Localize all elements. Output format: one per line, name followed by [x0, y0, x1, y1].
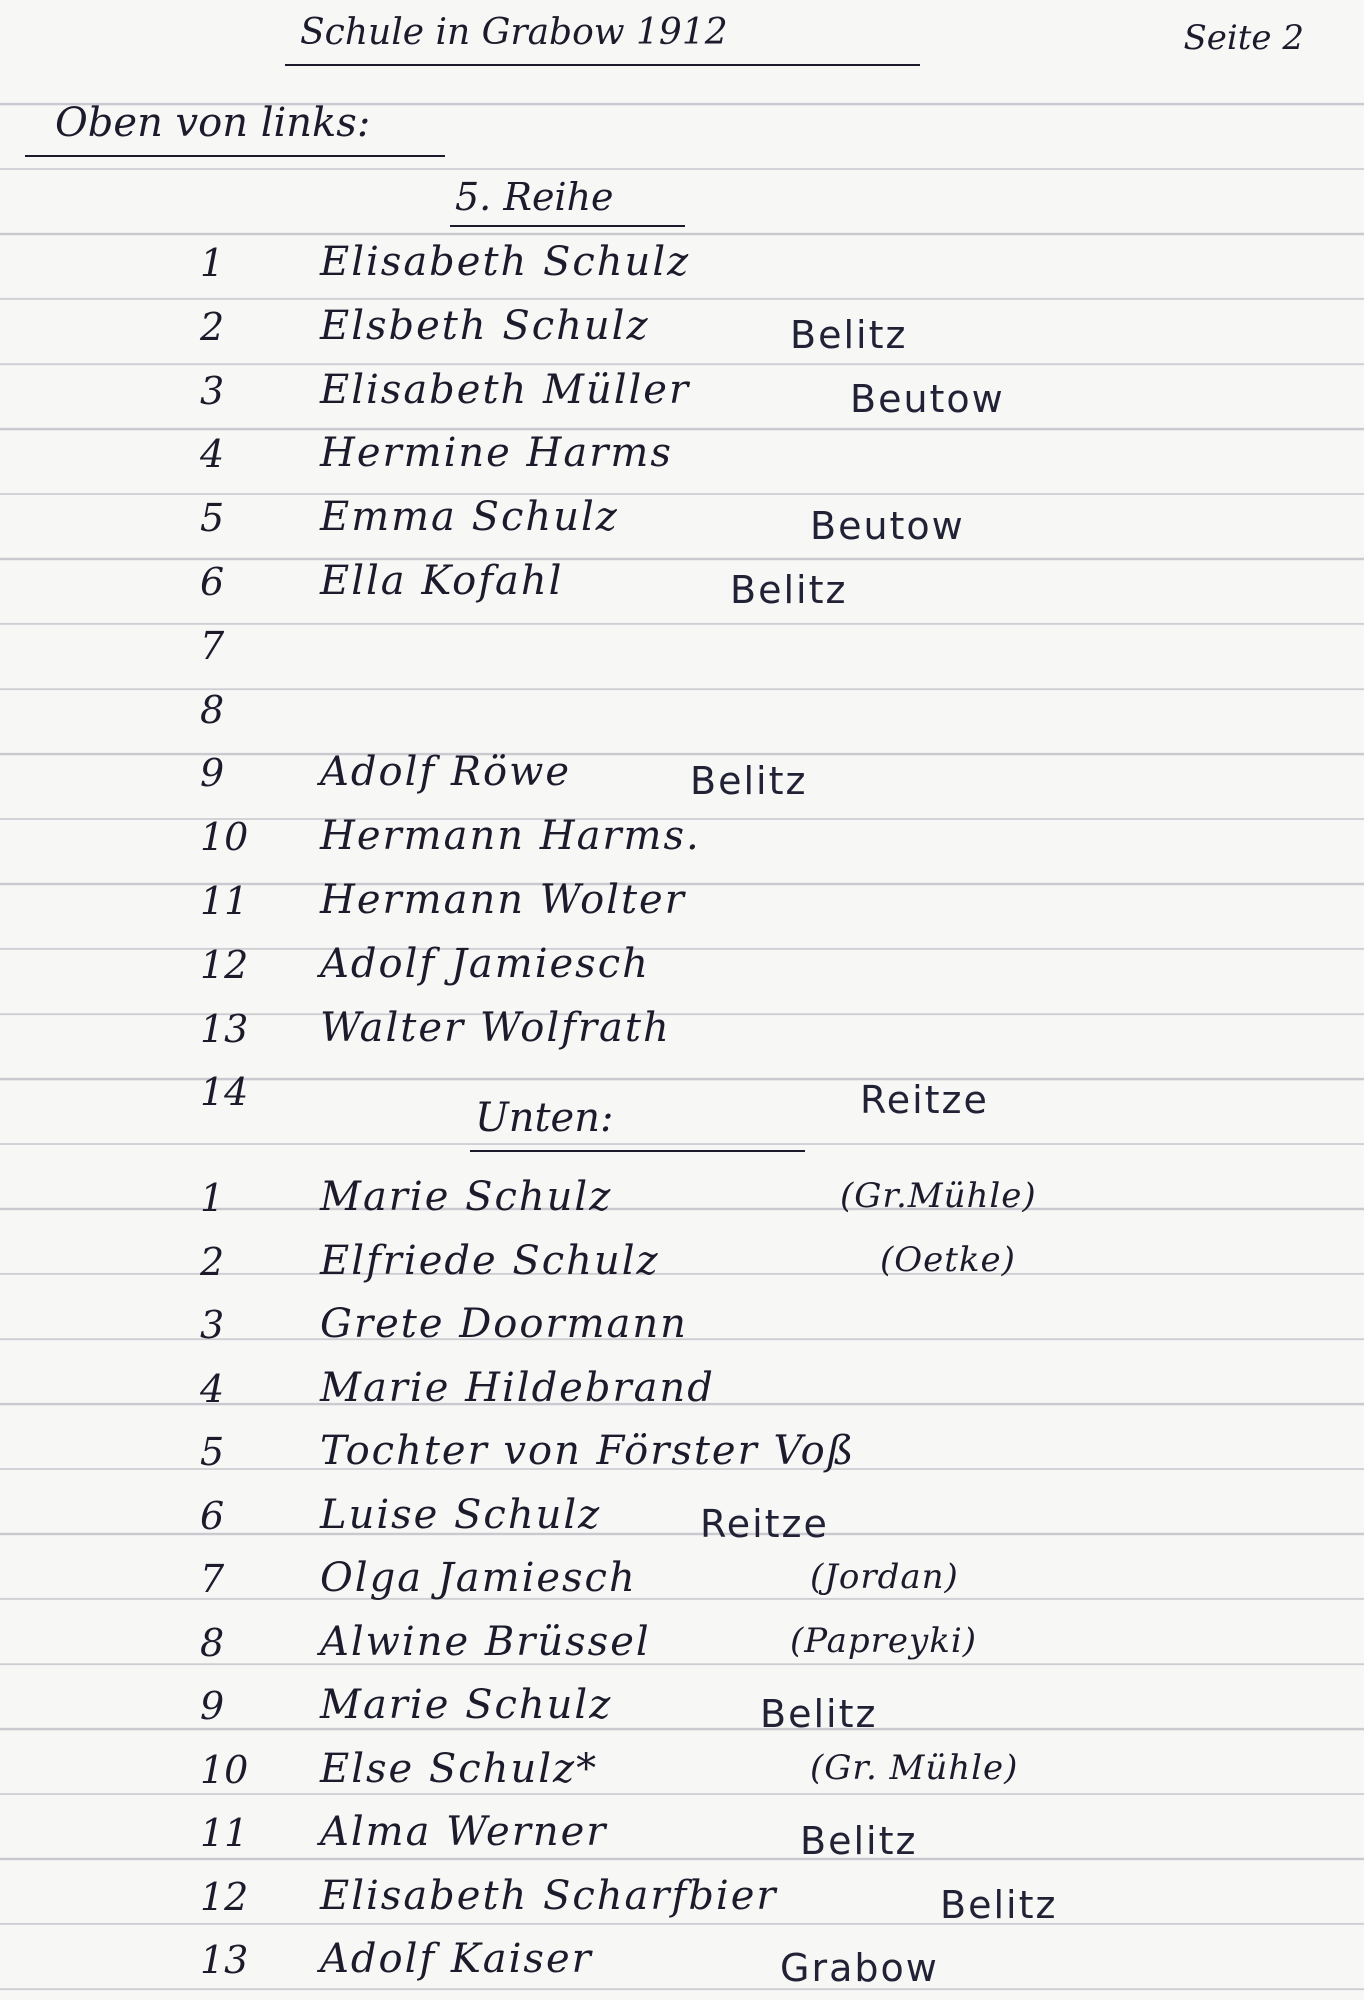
entry-name: Elfriede Schulz	[320, 1237, 660, 1284]
entry-number: 6	[200, 1493, 225, 1538]
entry-name: Tochter von Förster Voß	[320, 1428, 856, 1474]
entry-name: Olga Jamiesch	[320, 1555, 637, 1601]
entry-number: 8	[200, 687, 225, 732]
entry-number: 13	[200, 1006, 249, 1051]
entry-number: 1	[200, 241, 225, 285]
list-item	[0, 1615, 1364, 1675]
entry-name: Emma Schulz	[320, 494, 619, 541]
entry-note: (Oetke)	[880, 1239, 1016, 1280]
entry-name: Elisabeth Schulz	[320, 239, 691, 285]
list-item	[0, 363, 1364, 423]
entry-name: Elsbeth Schulz	[320, 302, 650, 349]
top-label-underline	[25, 155, 445, 157]
page-number: Seite 2	[1183, 18, 1304, 58]
entry-number: 5	[200, 1430, 225, 1474]
list-item	[0, 1551, 1364, 1611]
page-title: Schule in Grabow 1912	[300, 12, 728, 53]
entry-name: Walter Wolfrath	[320, 1004, 671, 1051]
list-item	[0, 554, 1364, 614]
entry-place: Reitze	[700, 1501, 829, 1546]
list-item	[0, 299, 1364, 359]
entry-name: Adolf Jamiesch	[320, 940, 650, 987]
entry-number: 11	[200, 879, 249, 923]
entry-number: 13	[200, 1938, 249, 1982]
entry-place: Belitz	[940, 1882, 1058, 1927]
entry-name: Marie Hildebrand	[320, 1364, 715, 1411]
entry-number: 6	[200, 560, 225, 604]
entry-name: Elisabeth Müller	[320, 366, 691, 413]
row-heading: 5. Reihe	[455, 175, 614, 219]
list-item	[0, 937, 1364, 997]
list-item	[0, 1742, 1364, 1802]
entry-number: 2	[200, 304, 225, 349]
entry-number: 8	[200, 1620, 225, 1665]
entry-number: 10	[200, 1747, 249, 1792]
entry-number: 1	[200, 1176, 225, 1220]
entry-number: 11	[200, 1811, 249, 1855]
list-item	[0, 1869, 1364, 1929]
entry-note: (Jordan)	[810, 1557, 959, 1597]
entry-number: 12	[200, 1874, 249, 1919]
entry-place: Belitz	[760, 1692, 878, 1736]
entry-name: Else Schulz*	[320, 1745, 599, 1792]
entry-place: Reitze	[860, 1078, 989, 1123]
entry-place: Grabow	[780, 1946, 939, 1990]
entry-note: (Gr.Mühle)	[840, 1176, 1037, 1216]
entry-number: 9	[200, 1684, 225, 1728]
list-item	[0, 1064, 1364, 1124]
entry-place: Belitz	[730, 568, 848, 612]
entry-name: Adolf Röwe	[320, 749, 571, 796]
list-item	[0, 618, 1364, 678]
entry-name: Hermine Harms	[320, 430, 673, 477]
entry-number: 9	[200, 751, 225, 796]
title-underline	[285, 64, 920, 66]
entry-number: 4	[200, 1366, 225, 1411]
list-item	[0, 1297, 1364, 1357]
entry-place: Beutow	[810, 504, 965, 549]
bottom-section-heading: Unten:	[475, 1095, 614, 1141]
list-item	[0, 490, 1364, 550]
entry-number: 3	[200, 368, 225, 413]
entry-name: Alwine Brüssel	[320, 1618, 651, 1665]
list-item	[0, 1001, 1364, 1061]
entry-number: 4	[200, 432, 225, 477]
entry-name: Marie Schulz	[320, 1174, 613, 1220]
entry-number: 14	[200, 1070, 249, 1115]
entry-note: (Papreyki)	[790, 1620, 977, 1661]
entry-number: 7	[200, 623, 225, 668]
list-item	[0, 1488, 1364, 1548]
list-item	[0, 873, 1364, 933]
list-item	[0, 1234, 1364, 1294]
entry-name: Hermann Harms.	[320, 813, 701, 860]
list-item	[0, 745, 1364, 805]
list-item	[0, 1932, 1364, 1992]
list-item	[0, 235, 1364, 295]
list-item	[0, 1170, 1364, 1230]
entry-name: Grete Doormann	[320, 1301, 688, 1347]
list-item	[0, 1678, 1364, 1738]
list-item	[0, 809, 1364, 869]
entry-number: 12	[200, 942, 249, 987]
entry-name: Marie Schulz	[320, 1682, 613, 1728]
entry-name: Adolf Kaiser	[320, 1936, 593, 1982]
row-heading-underline	[450, 225, 685, 227]
entry-place: Belitz	[690, 759, 808, 804]
entry-note: (Gr. Mühle)	[810, 1747, 1019, 1788]
entry-place: Belitz	[800, 1819, 918, 1863]
entry-name: Elisabeth Scharfbier	[320, 1872, 778, 1919]
list-item	[0, 1424, 1364, 1484]
list-item	[0, 426, 1364, 486]
list-item	[0, 682, 1364, 742]
entry-place: Belitz	[790, 312, 908, 357]
entry-name: Ella Kofahl	[320, 558, 564, 604]
entry-place: Beutow	[850, 376, 1005, 421]
list-item	[0, 1805, 1364, 1865]
bottom-heading-underline	[470, 1150, 805, 1152]
entry-name: Alma Werner	[320, 1809, 608, 1855]
entry-name: Luise Schulz	[320, 1491, 602, 1538]
entry-number: 3	[200, 1303, 225, 1347]
list-item	[0, 1361, 1364, 1421]
entry-name: Hermann Wolter	[320, 877, 686, 923]
entry-number: 5	[200, 496, 225, 541]
entry-number: 7	[200, 1557, 225, 1601]
entry-number: 2	[200, 1239, 225, 1284]
entry-number: 10	[200, 815, 249, 860]
top-section-label: Oben von links:	[55, 100, 371, 146]
